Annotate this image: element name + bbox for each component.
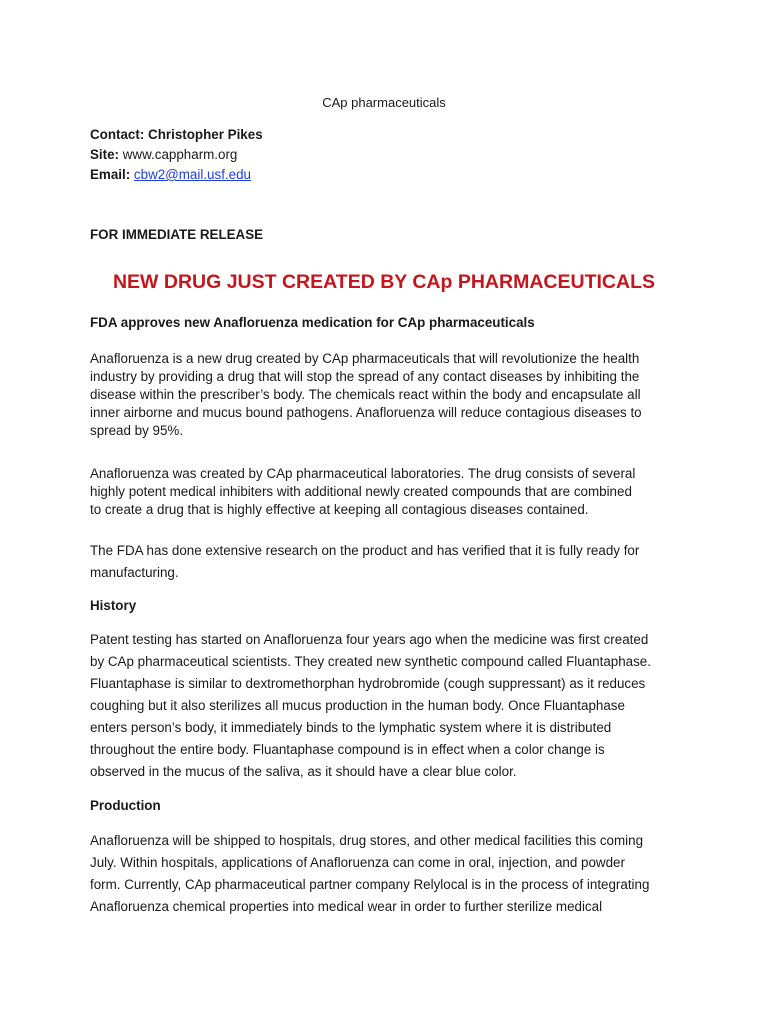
production-paragraph — [90, 830, 690, 918]
intro-line: spread by 95%. — [90, 423, 184, 438]
history-paragraph — [90, 629, 690, 783]
history-line: observed in the mucus of the saliva, as it should have a clear blue color. — [90, 764, 517, 779]
fda-line: manufacturing. — [90, 565, 179, 580]
history-line: Fluantaphase is similar to dextromethorphan hydrobromide (cough suppressant) as it reduces — [90, 676, 646, 691]
email-line — [90, 167, 251, 183]
intro-line: disease within the prescriber’s body. The chemicals react within the body and encapsulate all — [90, 387, 641, 402]
company-name: CAp pharmaceuticals — [322, 95, 446, 110]
production-line: Anafloruenza chemical properties into medical wear in order to further sterilize medical — [90, 899, 603, 914]
history-heading: History — [90, 598, 137, 613]
email-link[interactable]: cbw2@mail.usf.edu — [133, 167, 251, 182]
intro-paragraph — [90, 350, 690, 440]
headline: NEW DRUG JUST CREATED BY CAp PHARMACEUTICALS — [112, 271, 656, 293]
contact-value: Christopher Pikes — [148, 127, 263, 142]
email-label: Email: — [90, 167, 131, 182]
created-line: Anafloruenza was created by CAp pharmaceutical laboratories. The drug consists of several — [90, 466, 636, 481]
site-value: www.cappharm.org — [122, 147, 238, 162]
created-line: to create a drug that is highly effective at keeping all contagious diseases contained. — [90, 502, 589, 517]
site-label: Site: — [90, 147, 120, 162]
production-heading: Production — [90, 798, 161, 813]
history-line: coughing but it also sterilizes all mucus production in the human body. Once Fluantaphase — [90, 698, 625, 713]
intro-line: industry by providing a drug that will stop the spread of any contact diseases by inhibiting the — [90, 369, 640, 384]
fda-line: The FDA has done extensive research on the product and has verified that it is fully ready for — [90, 543, 640, 558]
production-line: July. Within hospitals, applications of Anafloruenza can come in oral, injection, and powder — [90, 855, 625, 870]
history-line: throughout the entire body. Fluantaphase compound is in effect when a color change is — [90, 742, 605, 757]
subheadline: FDA approves new Anafloruenza medication for CAp pharmaceuticals — [90, 315, 535, 330]
history-line: Patent testing has started on Anafloruenza four years ago when the medicine was first created — [90, 632, 649, 647]
production-line: form. Currently, CAp pharmaceutical partner company Relylocal is in the process of integrating — [90, 877, 650, 892]
contact-line — [90, 127, 263, 143]
created-line: highly potent medical inhibiters with additional newly created compounds that are combined — [90, 484, 632, 499]
history-line: enters person’s body, it immediately binds to the lymphatic system where it is distributed — [90, 720, 612, 735]
release-notice: FOR IMMEDIATE RELEASE — [90, 227, 264, 242]
fda-paragraph — [90, 540, 690, 584]
intro-line: inner airborne and mucus bound pathogens. Anafloruenza will reduce contagious diseases to — [90, 405, 642, 420]
intro-line: Anafloruenza is a new drug created by CAp pharmaceuticals that will revolutionize the health — [90, 351, 640, 366]
site-line — [90, 147, 237, 163]
history-line: by CAp pharmaceutical scientists. They created new synthetic compound called Fluantaphase. — [90, 654, 651, 669]
production-line: Anafloruenza will be shipped to hospitals, drug stores, and other medical facilities this coming — [90, 833, 644, 848]
contact-label: Contact: — [90, 127, 145, 142]
created-paragraph — [90, 465, 690, 519]
